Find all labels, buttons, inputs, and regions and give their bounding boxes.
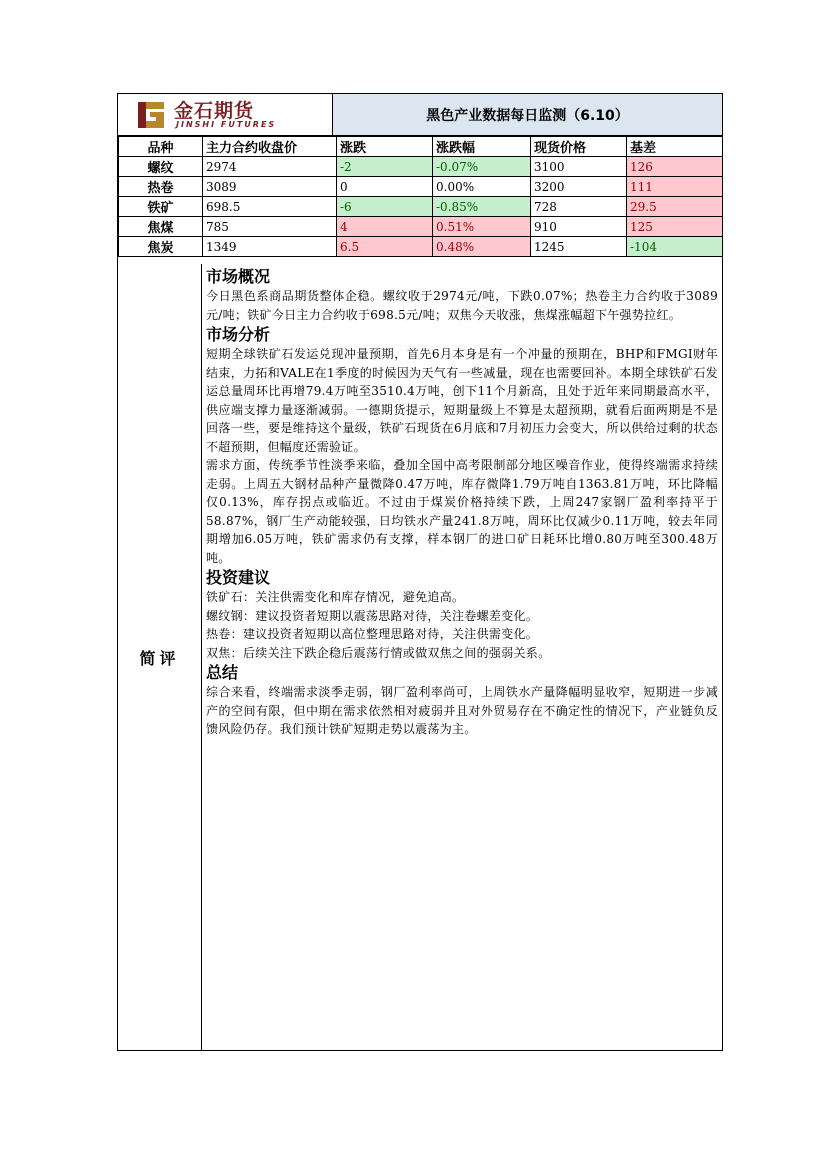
pct-cell: 0.48% xyxy=(433,237,531,257)
col-header-close: 主力合约收盘价 xyxy=(203,137,337,157)
table-row xyxy=(119,197,723,217)
change-cell: -6 xyxy=(337,197,433,217)
section-heading-summary: 总结 xyxy=(206,663,239,682)
analysis-paragraph-demand: 需求方面，传统季节性淡季来临，叠加全国中高考限制部分地区噪音作业，使得终端需求持续走弱。上周五大钢材品种产量微降0.47万吨，库存微降1.79万吨自1363.81万吨，环比降幅仅0.13%，库存拐点或临近。不过由于煤炭价格持续下跌，上周247家钢厂盈利率持平于58.87%，钢厂生产动能较强，日均铁水产量241.8万吨，周环比仅减少0.11万吨，较去年同期增加6.05万吨，铁矿需求仍有支撑，样本钢厂的进口矿日耗环比增0.80万吨至300.48万吨。 xyxy=(206,458,718,565)
change-cell: -2 xyxy=(337,157,433,177)
basis-cell: 29.5 xyxy=(627,197,723,217)
spot-cell: 3200 xyxy=(531,177,627,197)
table-row xyxy=(119,237,723,257)
market-data-table xyxy=(118,136,723,257)
col-header-change: 涨跌 xyxy=(337,137,433,157)
section-heading-advice: 投资建议 xyxy=(206,568,271,587)
comment-label: 简评 xyxy=(118,264,202,1050)
spot-cell: 728 xyxy=(531,197,627,217)
pct-cell: -0.85% xyxy=(433,197,531,217)
report-sheet xyxy=(117,93,723,1051)
jinshi-logo-icon xyxy=(134,98,168,132)
close-cell: 2974 xyxy=(203,157,337,177)
col-header-spot: 现货价格 xyxy=(531,137,627,157)
spot-cell: 1245 xyxy=(531,237,627,257)
logo-text-cn: 金石期货 xyxy=(174,100,255,122)
summary-paragraph: 综合来看，终端需求淡季走弱，钢厂盈利率尚可，上周铁水产量降幅明显收窄，短期进一步减产的空间有限，但中期在需求依然相对疲弱并且对外贸易存在不确定性的情况下，产业链负反馈风险仍存。我们预计铁矿短期走势以震荡为主。 xyxy=(206,685,718,736)
section-heading-overview: 市场概况 xyxy=(206,267,271,286)
report-title: 黑色产业数据每日监测（6.10） xyxy=(333,94,722,136)
close-cell: 698.5 xyxy=(203,197,337,217)
basis-cell: -104 xyxy=(627,237,723,257)
change-cell: 6.5 xyxy=(337,237,433,257)
variety-cell: 螺纹 xyxy=(119,157,203,177)
basis-cell: 126 xyxy=(627,157,723,177)
table-row xyxy=(119,157,723,177)
col-header-pct: 涨跌幅 xyxy=(433,137,531,157)
advice-rebar: 螺纹钢：建议投资者短期以震荡思路对待，关注卷螺差变化。 xyxy=(206,608,539,623)
change-cell: 4 xyxy=(337,217,433,237)
comment-content xyxy=(206,266,718,739)
spot-cell: 910 xyxy=(531,217,627,237)
pct-cell: 0.51% xyxy=(433,217,531,237)
basis-cell: 125 xyxy=(627,217,723,237)
col-header-variety: 品种 xyxy=(119,137,203,157)
pct-cell: -0.07% xyxy=(433,157,531,177)
variety-cell: 铁矿 xyxy=(119,197,203,217)
advice-coking: 双焦：后续关注下跌企稳后震荡行情或做双焦之间的强弱关系。 xyxy=(206,645,551,660)
close-cell: 3089 xyxy=(203,177,337,197)
basis-cell: 111 xyxy=(627,177,723,197)
overview-paragraph: 今日黑色系商品期货整体企稳。螺纹收于2974元/吨，下跌0.07%；热卷主力合约收于3089元/吨；铁矿今日主力合约收于698.5元/吨；双焦今天收涨，焦煤涨幅超下午强势拉红。 xyxy=(206,289,718,322)
table-header-row xyxy=(119,137,723,157)
close-cell: 785 xyxy=(203,217,337,237)
variety-cell: 热卷 xyxy=(119,177,203,197)
change-cell: 0 xyxy=(337,177,433,197)
advice-hot-coil: 热卷：建议投资者短期以高位整理思路对待，关注供需变化。 xyxy=(206,627,539,641)
variety-cell: 焦煤 xyxy=(119,217,203,237)
close-cell: 1349 xyxy=(203,237,337,257)
logo-text-en: JINSHI FUTURES xyxy=(176,120,277,129)
col-header-basis: 基差 xyxy=(627,137,723,157)
table-row xyxy=(119,177,723,197)
pct-cell: 0.00% xyxy=(433,177,531,197)
spot-cell: 3100 xyxy=(531,157,627,177)
analysis-paragraph-supply: 短期全球铁矿石发运兑现冲量预期，首先6月本身是有一个冲量的预期在，BHP和FMGI财年结束，力拓和VALE在1季度的时候因为天气有一些减量，现在也需要回补。本期全球铁矿石发运总量周环比再增79.4万吨至3510.4万吨，创下11个月新高，且处于近年来同期最高水平，供应端支撑力量逐渐减弱。一德期货提示，短期量级上不算是太超预期，就看后面两期是不是回落一些，要是维持这个量级，铁矿石现货在6月底和7月初压力会变大，所以供给过剩的状态不超预期，但幅度还需验证。 xyxy=(206,347,718,454)
advice-iron-ore: 铁矿石：关注供需变化和库存情况，避免追高。 xyxy=(206,590,465,604)
table-row xyxy=(119,217,723,237)
company-logo xyxy=(118,94,333,136)
variety-cell: 焦炭 xyxy=(119,237,203,257)
section-heading-analysis: 市场分析 xyxy=(206,325,271,344)
